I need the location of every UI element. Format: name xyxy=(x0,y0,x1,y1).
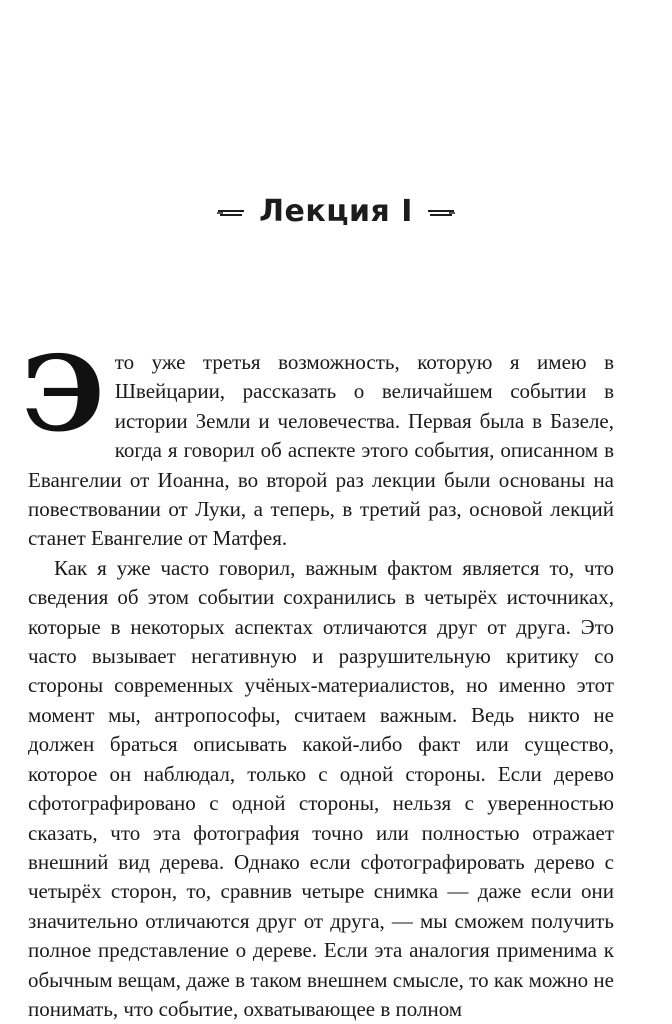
paragraph-text: то уже третья возможность, которую я имею в Швейцарии, рассказать о величайшем событии в истории Земли и человечества. Первая была в Базеле, когда я говорил об аспекте этого события, описанном в Евангелии от Иоанна, во второй раз лекции были основаны на повествовании от Луки, а теперь, в третий раз, основой лекций станет Евангелие от Матфея. xyxy=(28,350,614,551)
drop-cap: Э xyxy=(22,332,105,455)
left-ornament-icon xyxy=(217,207,245,219)
right-ornament-icon xyxy=(427,207,455,219)
paragraph xyxy=(22,332,614,554)
body-text xyxy=(22,332,614,1024)
chapter-title: Лекция I xyxy=(259,194,413,229)
paragraph: Как я уже часто говорил, важным фактом является то, что сведения об этом событии сохранились в четырёх источниках, которые в некоторых аспектах отличаются друг от друга. Это часто вызывает негативную и разрушительную критику со стороны современных учёных-материалистов, но именно этот момент мы, антропософы, считаем важным. Ведь никто не должен браться описывать какой-либо факт или существо, которое он наблюдал, только с одной стороны. Если дерево сфотографировано с одной стороны, нельзя с уверенностью сказать, что эта фотография точно или полностью отражает внешний вид дерева. Однако если сфотографировать дерево с четырёх сторон, то, сравнив четыре снимка — даже если они значительно отличаются друг от друга, — мы сможем получить полное представление о дереве. Если эта аналогия применима к обычным вещам, даже в таком внешнем смысле, то как можно не понимать, что событие, охватывающее в полном xyxy=(28,555,614,1021)
chapter-heading xyxy=(0,190,672,234)
